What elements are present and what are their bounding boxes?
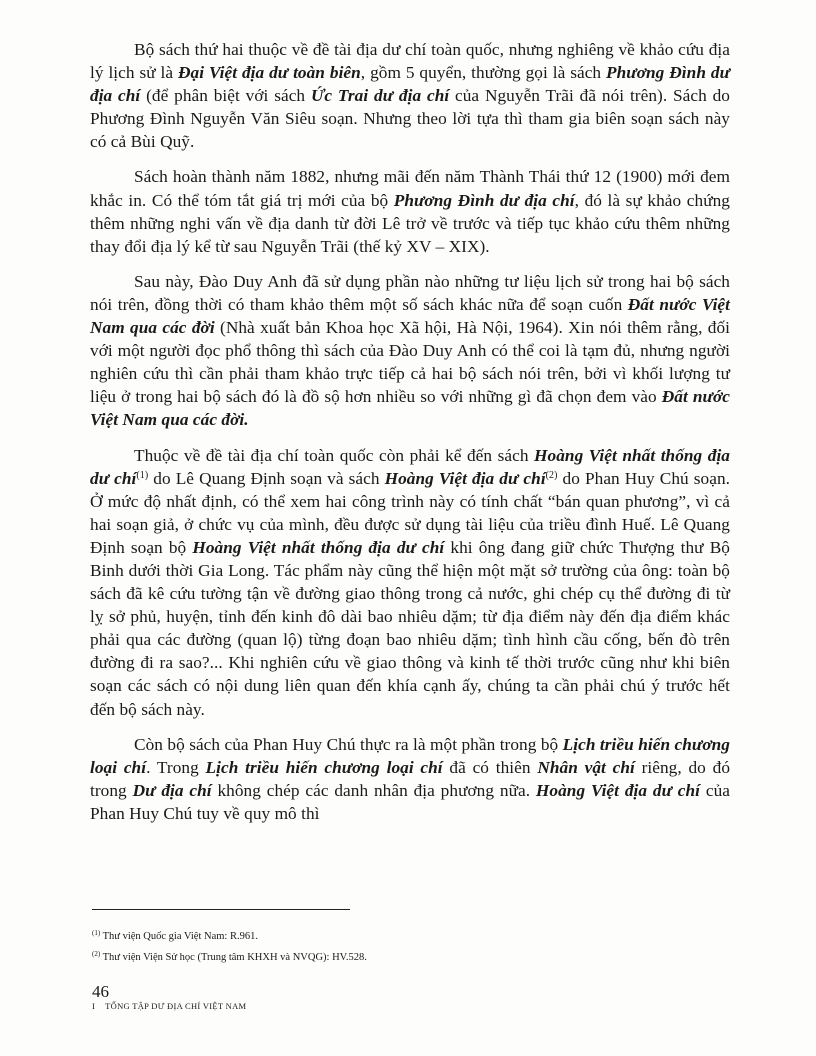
book-title: Hoàng Việt nhất thống địa dư chí: [90, 445, 730, 488]
text-run: không chép các danh nhân địa phương nữa.: [211, 780, 536, 800]
book-title: Hoàng Việt địa dư chí: [535, 780, 701, 800]
body-text: [90, 38, 730, 837]
book-title: Hoàng Việt nhất thống địa dư chí: [192, 537, 445, 557]
book-title: Phương Đình dư địa chí: [90, 63, 730, 106]
text-run: đã có thiên: [442, 757, 538, 777]
running-footer: [92, 1000, 246, 1012]
text-run: , gồm 5 quyển, thường gọi là sách: [360, 63, 607, 83]
footer-bar: I: [92, 1001, 96, 1011]
text-run: Bộ sách thứ hai thuộc về đề tài địa dư chí toàn quốc, nhưng nghiêng về khảo cứu địa lý lịch sử là: [90, 40, 730, 83]
paragraph: [90, 733, 730, 825]
text-run: do Lê Quang Định soạn và sách: [148, 468, 385, 488]
text-run: riêng, do đó trong: [90, 757, 731, 800]
text-run: , đó là sự khảo chứng thêm những nghi vấn về địa danh từ đời Lê trở về trước và tiếp tục khảo cứu thêm những thay đổi địa lý kể từ sau Nguyễn Trãi (thế kỷ XV – XIX).: [90, 190, 730, 256]
text-run: của Phan Huy Chú tuy về quy mô thì: [90, 780, 731, 823]
book-title: Lịch triều hiến chương loại chí: [205, 757, 443, 777]
text-run: của Nguyễn Trãi đã nói trên). Sách do Phương Đình Nguyễn Văn Siêu soạn. Nhưng theo lời tựa thì tham gia biên soạn sách này có cả Bùi Quỹ.: [90, 86, 730, 152]
page-number: 46: [92, 982, 109, 1001]
text-run: (Nhà xuất bản Khoa học Xã hội, Hà Nội, 1964). Xin nói thêm rằng, đối với một người đọc phổ thông thì sách của Đào Duy Anh có thể coi là tạm đủ, nhưng người nghiên cứu thì cần phải tham khảo trực tiếp cả hai bộ sách nói trên, bởi vì khối lượng tư liệu ở trong hai bộ sách đó là đồ sộ hơn nhiều so với những gì đã chọn đem vào: [90, 318, 730, 407]
footnote-ref: (1): [136, 469, 149, 481]
footnote-ref: (2): [545, 469, 558, 481]
text-run: Sách hoàn thành năm 1882, nhưng mãi đến năm Thành Thái thứ 12 (1900) mới đem khắc in. Có thể tóm tắt giá trị mới của bộ: [90, 167, 730, 210]
footnote-text: Thư viện Quốc gia Việt Nam: R.961.: [100, 931, 258, 942]
text-run: Còn bộ sách của Phan Huy Chú thực ra là một phần trong bộ: [134, 734, 563, 754]
book-title: Nhân vật chí: [537, 757, 635, 777]
footnote: [92, 951, 732, 965]
paragraph: [90, 38, 730, 153]
footnote-separator: [92, 909, 350, 910]
text-run: khi ông đang giữ chức Thượng thư Bộ Binh dưới thời Gia Long. Tác phẩm này cũng thể hiện một mặt sở trường của ông: toàn bộ sách đã kê cứu tường tận về đường giao thông trong cả nước, ghi chép cụ thể đường đi từ lỵ sở phủ, huyện, tỉnh đến kinh đô dài bao nhiêu dặm; từ địa điểm này đến địa điểm khác phải qua các đường (quan lộ) từng đoạn bao nhiêu dặm; tình hình cầu cống, bến đò trên đường đi ra sao?... Khi nghiên cứu về giao thông và kinh tế thời trước cũng như khi biên soạn các sách có nội dung liên quan đến khía cạnh ấy, chúng ta cần phải chú ý trước hết đến bộ sách này.: [90, 537, 730, 719]
footnote-mark: (1): [92, 929, 101, 937]
book-title: Hoàng Việt địa dư chí: [384, 468, 546, 488]
book-title: Đại Việt địa dư toàn biên: [178, 63, 361, 83]
book-title: Đất nước Việt Nam qua các đời: [90, 294, 730, 338]
footnote-text: Thư viện Viện Sử học (Trung tâm KHXH và NVQG): HV.528.: [100, 952, 367, 963]
footnote-mark: (2): [92, 950, 101, 958]
paragraph: [90, 165, 730, 257]
paragraph: [90, 270, 730, 432]
book-title: Đất nước Việt Nam qua các đời.: [90, 387, 730, 430]
text-run: . Trong: [146, 757, 206, 777]
paragraph: [90, 444, 730, 721]
footnote: [92, 930, 732, 944]
text-run: do Phan Huy Chú soạn. Ở mức độ nhất định, có thể xem hai công trình này có tính chất “bán quan phương”, vì cả hai soạn giả, ở chức vụ của mình, đều được sử dụng tài liệu của triều đình Huế. Lê Quang Định soạn bộ: [90, 468, 731, 557]
text-run: (để phân biệt với sách: [140, 86, 311, 106]
footnotes: [92, 930, 732, 972]
text-run: Sau này, Đào Duy Anh đã sử dụng phần nào những tư liệu lịch sử trong hai bộ sách nói trên, đồng thời có tham khảo thêm một số sách khác nữa để soạn cuốn: [90, 271, 730, 314]
text-run: Thuộc về đề tài địa chí toàn quốc còn phải kể đến sách: [134, 445, 535, 465]
book-title: Dư địa chí: [132, 780, 212, 800]
book-title: Lịch triều hiến chương loại chí: [90, 734, 730, 777]
running-title: TỔNG TẬP DƯ ĐỊA CHÍ VIỆT NAM: [105, 1001, 247, 1011]
book-title: Phương Đình dư địa chí: [393, 190, 575, 210]
book-title: Ức Trai dư địa chí: [310, 86, 450, 106]
